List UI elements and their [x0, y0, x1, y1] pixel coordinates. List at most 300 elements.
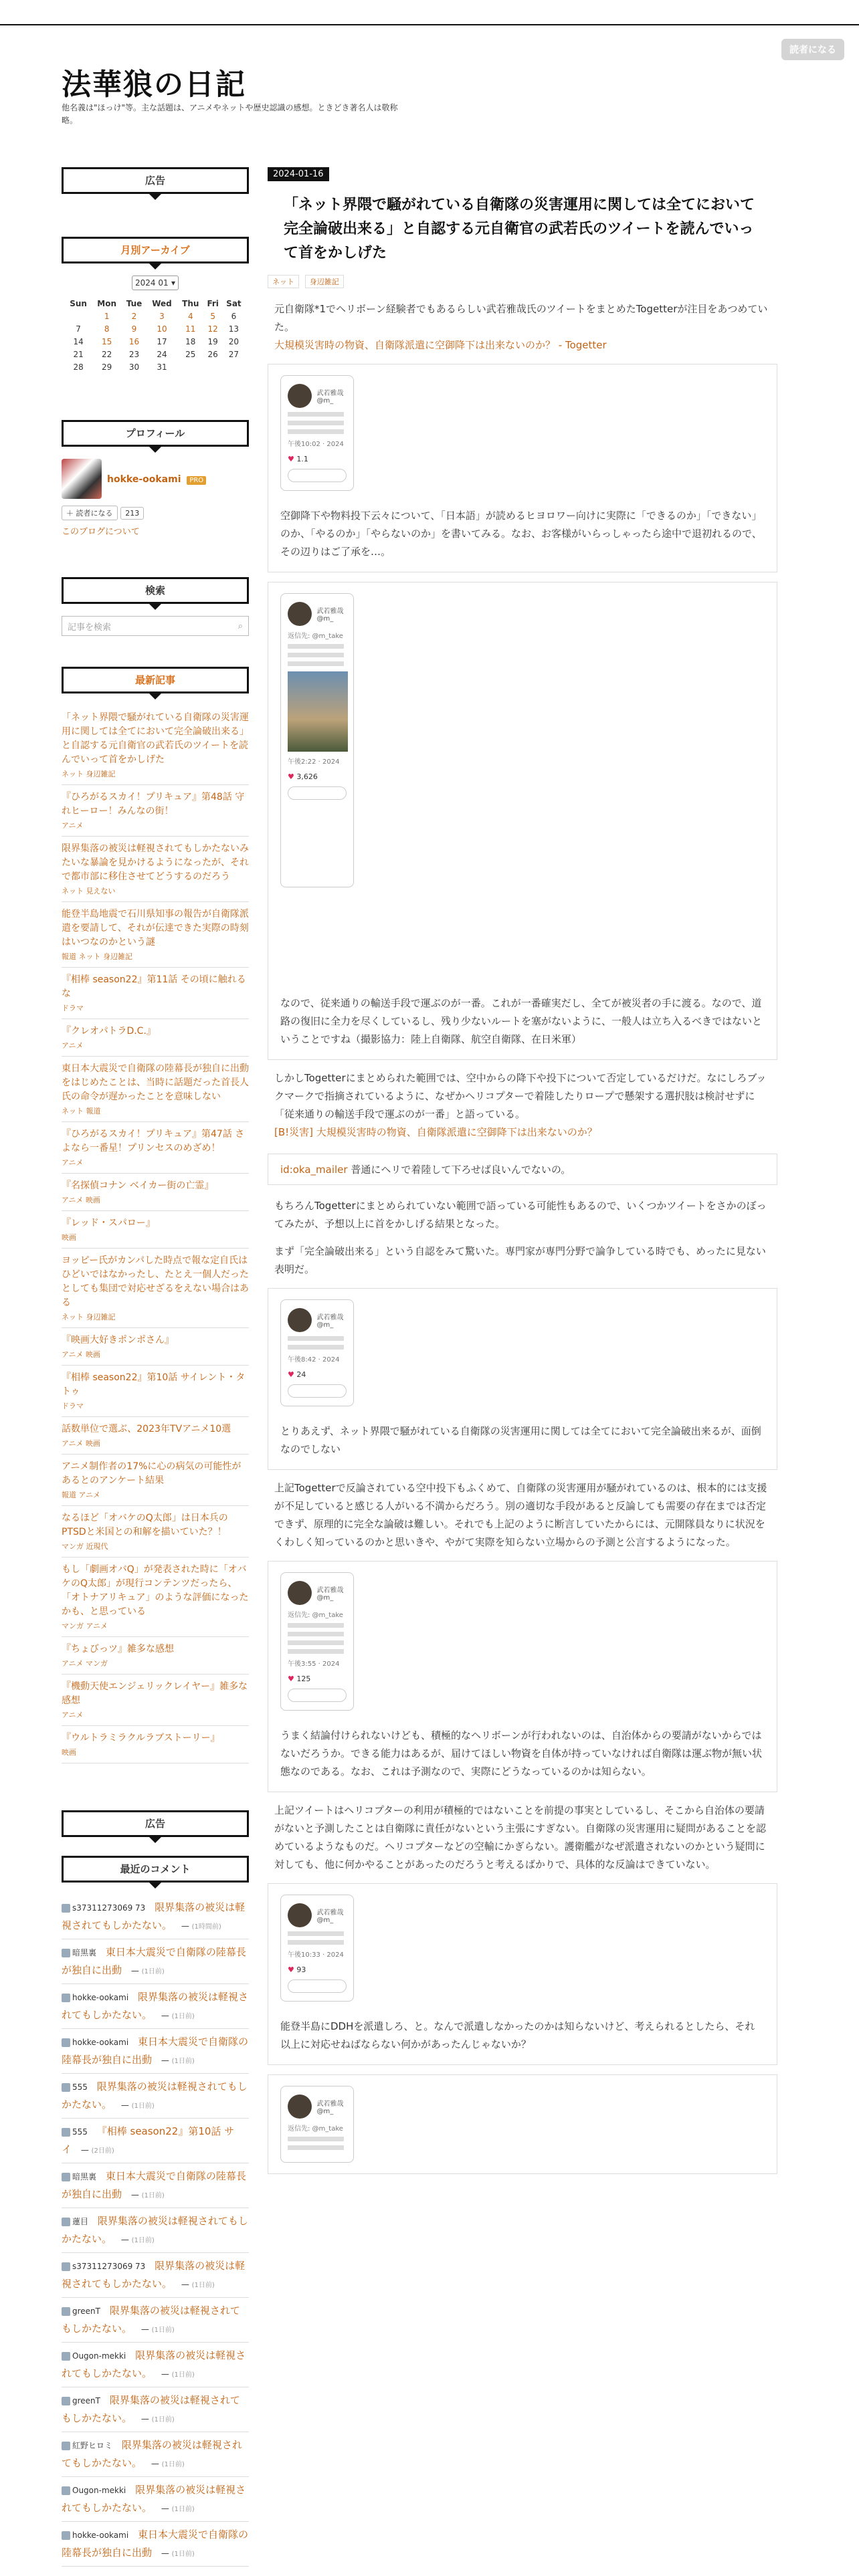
- about-link[interactable]: このブログについて: [62, 527, 140, 537]
- tweet-text-line: [288, 2145, 344, 2150]
- recent-article-item[interactable]: [62, 1328, 249, 1366]
- recent-article-title[interactable]: 『レッド・スパロー』: [62, 1218, 155, 1228]
- embedded-tweet[interactable]: [280, 2086, 354, 2163]
- user-icon: [62, 2083, 70, 2092]
- recent-article-item[interactable]: [62, 1417, 249, 1455]
- embedded-tweet-box: [268, 1561, 777, 1792]
- calendar-day: 21: [73, 349, 84, 359]
- comment-list: [62, 1895, 249, 2567]
- user-icon: [62, 2262, 70, 2271]
- comment-item[interactable]: 紅野ヒロミ 限界集落の被災は軽視されてもしかたない。 — (1日前): [62, 2432, 249, 2477]
- tweet-text-line: [288, 1931, 344, 1936]
- calendar: [65, 297, 246, 373]
- recent-article-categories[interactable]: 映画: [62, 1233, 76, 1242]
- user-icon: [62, 2397, 70, 2405]
- tweet-handle: @m_: [316, 1917, 334, 1924]
- recent-article-item[interactable]: [62, 1558, 249, 1637]
- calendar-weekday: Fri: [207, 298, 219, 308]
- tweet-handle: @m_: [316, 1594, 334, 1602]
- comment-item[interactable]: 暗黒裏 東日本大震災で自衛隊の陸幕長が独自に出動 — (1日前): [62, 2163, 249, 2208]
- recent-article-item[interactable]: [62, 1211, 249, 1249]
- tweet-text-line: [288, 1940, 344, 1945]
- calendar-day[interactable]: 1: [104, 311, 110, 321]
- comment-item[interactable]: 555 『相棒 season22』第10話 サイ — (2日前): [62, 2119, 249, 2163]
- comment-date: (1日前): [191, 2282, 215, 2289]
- paragraph: もちろんTogetterにまとめられていない範囲で語っている可能性もあるので、いくつかツイートをさかのぼってみたが、予想以上に首をかしげる結果となった。: [274, 1200, 767, 1230]
- tweet-likes: 1.1: [296, 455, 308, 463]
- calendar-day: 31: [157, 362, 167, 372]
- user-icon: [62, 2531, 70, 2540]
- tweet-body-5: 能登半島にDDHを派遣しろ、と。なんで派遣しなかったのかは知らないけど、考えられるとしたら、それ以上に対応せねばならない何かがあったんじゃないか？: [280, 2020, 755, 2050]
- comment-date: (1日前): [171, 2013, 195, 2020]
- tweet-avatar: [288, 1903, 312, 1927]
- recent-article-item[interactable]: [62, 1637, 249, 1675]
- recent-article-categories[interactable]: アニメ 映画: [62, 1350, 100, 1359]
- comment-user[interactable]: Ougon-mekki: [72, 2351, 126, 2361]
- embedded-tweet[interactable]: [280, 1895, 354, 2002]
- comment-item[interactable]: Ougon-mekki 限界集落の被災は軽視されてもしかたない。 — (1日前): [62, 2477, 249, 2522]
- calendar-weekday: Sun: [70, 298, 87, 308]
- tweet-likes: 93: [296, 1965, 306, 1974]
- comment-post-link[interactable]: 限界集落の被災は軽視されてもしかたない。: [62, 1991, 248, 2021]
- calendar-day[interactable]: 11: [185, 324, 196, 334]
- comment-item[interactable]: s37311273069 73 限界集落の被災は軽視されてもしかたない。 — (1日前): [62, 2253, 249, 2298]
- comment-date: (1日前): [171, 2506, 195, 2513]
- comment-user[interactable]: 暗黒裏: [72, 2172, 97, 2181]
- tweet-handle: @m_: [316, 1321, 334, 1329]
- calendar-day: 26: [207, 349, 218, 359]
- recent-article-title[interactable]: アニメ制作者の17%に心の病気の可能性があるとのアンケート結果: [62, 1461, 242, 1486]
- tweet-text-line: [288, 412, 344, 417]
- tweet-author: [317, 2098, 344, 2115]
- recent-article-categories[interactable]: ドラマ: [62, 1004, 84, 1012]
- tweet-author: [317, 1907, 344, 1924]
- tweet-likes: 3,626: [296, 772, 318, 781]
- recent-article-item[interactable]: [62, 1057, 249, 1122]
- user-icon: [62, 2218, 70, 2226]
- tweet-time: 午後10:02 · 2024: [288, 441, 344, 448]
- comment-post-link[interactable]: 限界集落の被災は軽視されてもしかたない。: [62, 2439, 242, 2469]
- recent-list: [62, 706, 249, 1763]
- calendar-day: 18: [185, 336, 196, 346]
- comment-post-link[interactable]: 東日本大震災で自衛隊の陸幕長が独自に出動: [62, 1946, 246, 1976]
- tweet-body-2: なので、従来通りの輸送手段で運ぶのが一番。これが一番確実だし、全てが被災者の手に渡る。なので、道路の復旧に全力を尽くしているし、残り少ないルートを塞がないように、一般人は立ち入るべきではないということですね（撮影協力：陸上自衛隊、航空自衛隊、在日米軍）: [280, 997, 763, 1045]
- recent-article-categories[interactable]: アニメ: [62, 821, 84, 830]
- comment-post-link[interactable]: 限界集落の被災は軽視されてもしかたない。: [62, 2215, 248, 2245]
- comment-date: (1日前): [151, 2416, 175, 2424]
- user-icon: [62, 1949, 70, 1957]
- tweet-reply-button[interactable]: [288, 1689, 347, 1702]
- comment-date: (2日前): [91, 2147, 114, 2155]
- recent-article-title[interactable]: 『ひろがるスカイ！プリキュア』第48話 守れヒーロー！みんなの街！: [62, 792, 245, 817]
- recent-article-item[interactable]: [62, 837, 249, 902]
- paragraph: しかしTogetterにまとめられた範囲では、空中からの降下や投下について否定しているだけだ。なにしろブックマークで指摘されているように、なぜかヘリコプターで着陸したりロープで懸架する選択肢は検討せずに「従来通りの輸送手段で運ぶのが一番」と語っている。: [274, 1072, 767, 1120]
- paragraph: 上記Togetterで反論されている空中投下もふくめて、自衛隊の災害運用が騒がれているのは、根本的には支援が不足していると感じる人がいる不満からだろう。別の適切な手段があると反論しても需要の存在までは否定できず、原理的に完全な論破は難しい。それでも上記のように断言していたからには、元開隊員なりに状況をくわしく知っているのかと思いきや、やがて実際を知らない立場からの予測と公言するようになった。: [274, 1482, 767, 1548]
- comment-item[interactable]: greenT 限界集落の被災は軽視されてもしかたない。 — (1日前): [62, 2298, 249, 2343]
- recent-article-categories[interactable]: 映画: [62, 1748, 76, 1757]
- calendar-day: 7: [76, 324, 81, 334]
- comment-user[interactable]: 暗黒裏: [72, 1948, 97, 1957]
- quote-text: 普通にヘリで着陸して下ろせば良いんでないの。: [351, 1164, 571, 1176]
- user-icon: [62, 1904, 70, 1913]
- recent-article-title[interactable]: 「ネット界隈で騒がれている自衛隊の災害運用に関しては全てにおいて完全論破出来る」と自認する元自衛官の武若氏のツイートを読んでいって首をかしげた: [62, 712, 249, 765]
- category-tag[interactable]: 身辺雑記: [305, 275, 344, 288]
- recent-article-categories[interactable]: ドラマ: [62, 1402, 84, 1410]
- recent-article-categories[interactable]: ネット 報道: [62, 1107, 101, 1115]
- comment-post-link[interactable]: 東日本大震災で自衛隊の陸幕長が独自に出動: [62, 2529, 248, 2559]
- comment-user[interactable]: s37311273069 73: [72, 2262, 146, 2271]
- tweet-text-line: [288, 1632, 344, 1636]
- recent-article-title[interactable]: なるほど「オバケのQ太郎」は日本兵のPTSDと米国との和解を描いていた？！: [62, 1513, 228, 1537]
- tweet-avatar: [288, 2095, 312, 2119]
- calendar-day: 30: [128, 362, 140, 372]
- calendar-day: 29: [102, 362, 112, 372]
- calendar-day: 19: [207, 336, 218, 346]
- calendar-day[interactable]: 9: [131, 324, 137, 334]
- tweet-author-name: 武若雅哉: [316, 608, 344, 615]
- tweet-author-name: 武若雅哉: [316, 2101, 344, 2108]
- recent-article-categories[interactable]: マンガ 近現代: [62, 1542, 108, 1551]
- calendar-day[interactable]: 4: [187, 311, 193, 321]
- comment-item[interactable]: hokke-ookami 限界集落の被災は軽視されてもしかたない。 — (1日前): [62, 1984, 249, 2029]
- reader-small-label: 読者になる: [76, 509, 113, 518]
- article-title[interactable]: 「ネット界隈で騒がれている自衛隊の災害運用に関しては全てにおいて完全論破出来る」と自認する元自衛官の武若氏のツイートを読んでいって首をかしげた: [284, 197, 755, 261]
- recent-article-item[interactable]: [62, 1506, 249, 1558]
- comment-user[interactable]: 紅野ヒロミ: [72, 2441, 113, 2450]
- tweet-time: 午後3:55 · 2024: [288, 1660, 340, 1668]
- tweet-reply-to: 返信先: @m_take: [288, 1612, 343, 1619]
- tweet-avatar: [288, 384, 312, 408]
- user-icon: [62, 2173, 70, 2181]
- embedded-tweet-box: [268, 1288, 777, 1470]
- calendar-day[interactable]: 12: [207, 324, 218, 334]
- recent-article-categories[interactable]: マンガ アニメ: [62, 1622, 108, 1630]
- recent-article-categories[interactable]: ネット 身辺雑記: [62, 1313, 116, 1321]
- follow-button[interactable]: 読者になる: [781, 39, 844, 60]
- heart-icon[interactable]: ♥: [288, 1370, 294, 1379]
- comment-user[interactable]: hokke-ookami: [72, 1993, 129, 2002]
- tweet-text-line: [288, 1336, 344, 1341]
- tweet-avatar: [288, 602, 312, 626]
- recent-article-title[interactable]: 限界集落の被災は軽視されてもしかたないみたいな暴論を見かけるようになったが、それで都市部に移住させてどうするのだろう: [62, 843, 249, 882]
- tweet-text-line: [288, 1345, 344, 1350]
- recent-article-item[interactable]: [62, 1726, 249, 1763]
- comment-post-link[interactable]: 限界集落の被災は軽視されてもしかたない。: [62, 2349, 246, 2379]
- tweet-text-line: [288, 661, 344, 666]
- tweet-reply-to: 返信先: @m_take: [288, 2125, 343, 2133]
- recent-article-item[interactable]: [62, 1675, 249, 1726]
- comment-post-link[interactable]: 限界集落の被災は軽視されてもしかたない。: [62, 2260, 246, 2290]
- tweet-time: 午後10:33 · 2024: [288, 1951, 344, 1959]
- calendar-day: [65, 310, 92, 322]
- paragraph: 上記ツイートはヘリコプターの利用が積極的ではないことを前提の事実としているし、そこから自治体の要請がないと予測したことは自衛隊に責任がないという主張にすぎない。自衛隊の災害運用に疑問があることを認めているようなものだ。ヘリコプターなどの空輸にかぎらない。護衛艦がなぜ派遣されないのかという疑問に対しても、他に何かやることがあったのだろうと考えるばかりで、具体的な反論はできていない。: [274, 1804, 767, 1870]
- avatar[interactable]: [62, 459, 102, 499]
- embedded-tweet[interactable]: [280, 1572, 354, 1711]
- heart-icon[interactable]: ♥: [288, 772, 294, 781]
- tweet-author-name: 武若雅哉: [316, 390, 344, 397]
- user-icon: [62, 2038, 70, 2047]
- tweet-body-1: 空御降下や物料投下云々について、「日本語」が読めるヒヨロワー向けに実際に「できるのか」「できない」のか、「やるのか」「やらないのか」を書いてみる。なお、お客様がいらっしゃったら途中で退初れるので、その辺りはご了承を…。: [280, 510, 762, 558]
- tweet-handle: @m_: [316, 397, 334, 405]
- tweet-text-line: [288, 653, 344, 657]
- category-tag[interactable]: ネット: [268, 275, 299, 288]
- calendar-day[interactable]: 16: [128, 336, 140, 346]
- comment-post-link[interactable]: 限界集落の被災は軽視されてもしかたない。: [62, 2394, 240, 2424]
- reader-count: 213: [120, 507, 144, 520]
- recent-article-categories[interactable]: アニメ 映画: [62, 1196, 100, 1204]
- comment-date: (1日前): [171, 2551, 195, 2558]
- calendar-day: 14: [73, 336, 84, 346]
- recent-article-item[interactable]: [62, 706, 249, 785]
- recent-article-item[interactable]: [62, 785, 249, 837]
- tweet-text-line: [288, 1640, 344, 1645]
- recent-article-title[interactable]: もし「劇画オバQ」が発表された時に「オバケのQ太郎」が現行コンテンツだったら、「オトナアリキュア」のような評価になったかも、と思っている: [62, 1564, 249, 1617]
- comment-date: (1日前): [151, 2327, 175, 2334]
- search-input[interactable]: [62, 616, 249, 636]
- calendar-weekday: Mon: [97, 298, 117, 308]
- calendar-day: 25: [185, 349, 196, 359]
- recent-article-title[interactable]: 『機動天使エンジェリックレイヤー』雑多な感想: [62, 1681, 248, 1706]
- recent-article-item[interactable]: [62, 1455, 249, 1506]
- tweet-reply-button[interactable]: [288, 469, 347, 482]
- tweet-time: 午後2:22 · 2024: [288, 758, 340, 766]
- calendar-day: 20: [228, 336, 240, 346]
- recent-article-categories[interactable]: アニメ 映画: [62, 1439, 100, 1448]
- embedded-tweet-box: [268, 582, 777, 1060]
- quote-user-link[interactable]: id:oka_mailer: [280, 1164, 348, 1176]
- search-heading: 検索: [62, 577, 249, 604]
- pro-badge: PRO: [187, 476, 206, 485]
- profile: [62, 459, 249, 499]
- user-icon: [62, 2128, 70, 2137]
- calendar-day: 17: [157, 336, 167, 346]
- calendar-day: 27: [228, 349, 240, 359]
- comment-date: (1日前): [141, 2192, 165, 2199]
- recent-article-item[interactable]: [62, 968, 249, 1019]
- tweet-time: 午後8:42 · 2024: [288, 1356, 340, 1364]
- comment-item[interactable]: hokke-ookami 東日本大震災で自衛隊の陸幕長が独自に出動 — (1日前): [62, 2522, 249, 2567]
- ad-heading: 広告: [62, 167, 249, 194]
- recent-article-title[interactable]: 『相棒 season22』第10話 サイレント・タトゥ: [62, 1372, 246, 1397]
- comment-post-link[interactable]: 東日本大震災で自衛隊の陸幕長が独自に出動: [62, 2170, 246, 2200]
- togetter-link[interactable]: 大規模災害時の物資、自衛隊派遣に空御降下は出来ないのか？ - Togetter: [274, 339, 607, 351]
- comment-item[interactable]: 蓮目 限界集落の被災は軽視されてもしかたない。 — (1日前): [62, 2208, 249, 2253]
- tweet-avatar: [288, 1308, 312, 1332]
- paragraph: まず「完全論破出来る」という自認をみて驚いた。専門家が専門分野で論争している時でも、めったに見ない表明だ。: [274, 1245, 766, 1275]
- tweet-text-line: [288, 421, 344, 425]
- comment-item[interactable]: s37311273069 73 限界集落の被災は軽視されてもしかたない。 — (1時間前): [62, 1895, 249, 1939]
- tweet-reply-button[interactable]: [288, 786, 347, 800]
- calendar-weekday: Sat: [226, 298, 242, 308]
- tweet-reply-button[interactable]: [288, 1384, 347, 1398]
- user-icon: [62, 2307, 70, 2316]
- recent-article-title[interactable]: ヨッピー氏がカンパした時点で報な定自氏はひどいではなかったし、たとえ一個人だったとしても集団で対応せざるをえない場合はある: [62, 1255, 249, 1308]
- user-icon: [62, 2486, 70, 2495]
- archive-select-value: 2024 01: [135, 278, 169, 288]
- comment-user[interactable]: greenT: [72, 2306, 100, 2316]
- tweet-author-name: 武若雅哉: [316, 1314, 344, 1321]
- calendar-day: 22: [102, 349, 112, 359]
- calendar-day[interactable]: 10: [157, 324, 167, 334]
- calendar-day: 6: [231, 311, 237, 321]
- user-icon: [62, 2352, 70, 2361]
- comment-user[interactable]: greenT: [72, 2396, 100, 2405]
- comment-item[interactable]: greenT 限界集落の被災は軽視されてもしかたない。 — (1日前): [62, 2387, 249, 2432]
- comment-user[interactable]: 555: [72, 2082, 88, 2092]
- tweet-author: [317, 1584, 344, 1602]
- tweet-text-line: [288, 1649, 344, 1654]
- article: [268, 167, 777, 2183]
- comment-post-link[interactable]: 『相棒 season22』第10話 サイ: [62, 2125, 235, 2155]
- tweet-author-name: 武若雅哉: [316, 1587, 344, 1594]
- recent-article-item[interactable]: [62, 1174, 249, 1211]
- heart-icon[interactable]: ♥: [288, 1675, 294, 1683]
- tweet-avatar: [288, 1581, 312, 1605]
- search-icon[interactable]: ⌕: [237, 621, 243, 631]
- tweet-likes: 24: [296, 1370, 306, 1379]
- tweet-text-line: [288, 644, 344, 649]
- comment-user[interactable]: 蓮目: [72, 2217, 89, 2226]
- calendar-day: [177, 360, 203, 373]
- recent-article-title[interactable]: 話数単位で選ぶ、2023年TVアニメ10選: [62, 1424, 231, 1434]
- calendar-day[interactable]: 3: [159, 311, 165, 321]
- recent-article-title[interactable]: 『ひろがるスカイ！プリキュア』第47話 さよなら一番星！プリンセスのめざめ！: [62, 1129, 245, 1154]
- recent-article-categories[interactable]: ネット 見えない: [62, 887, 116, 895]
- recent-article-categories[interactable]: アニメ: [62, 1041, 84, 1050]
- comment-user[interactable]: Ougon-mekki: [72, 2486, 126, 2495]
- comment-date: (1日前): [131, 2103, 155, 2110]
- recent-article-title[interactable]: 東日本大震災で自衛隊の陸幕長が独自に出動をはじめたことは、当時に話題だった首長人氏の命令が遅かったことを意味しない: [62, 1063, 249, 1102]
- comment-date: (1日前): [131, 2237, 155, 2244]
- recent-article-title[interactable]: 『ちょびっツ』雑多な感想: [62, 1644, 174, 1654]
- comment-post-link[interactable]: 限界集落の被災は軽視されてもしかたない。: [62, 1901, 246, 1931]
- embedded-tweet-box: [268, 364, 777, 572]
- comment-item[interactable]: hokke-ookami 東日本大震災で自衛隊の陸幕長が独自に出動 — (1日前): [62, 2029, 249, 2074]
- comment-post-link[interactable]: 限界集落の被災は軽視されてもしかたない。: [62, 2080, 248, 2111]
- recent-article-title[interactable]: 能登半島地震で石川県知事の報告が自衛隊派遣を要請して、それが伝達できた実際の時刻はいつなのかという謎: [62, 909, 249, 948]
- comment-post-link[interactable]: 東日本大震災で自衛隊の陸幕長が独自に出動: [62, 2036, 248, 2066]
- recent-article-title[interactable]: 『ウルトラミラクルラブストーリー』: [62, 1733, 220, 1743]
- recent-article-item[interactable]: [62, 1122, 249, 1174]
- recent-article-title[interactable]: 『名探偵コナン ベイカー街の亡霊』: [62, 1180, 214, 1191]
- calendar-day: 28: [73, 362, 84, 372]
- calendar-day[interactable]: 2: [131, 311, 137, 321]
- sidebar: [62, 167, 249, 2567]
- comment-date: (1日前): [161, 2461, 185, 2468]
- tweet-photo[interactable]: [288, 671, 348, 752]
- tweet-handle: @m_: [316, 615, 334, 623]
- calendar-day: 24: [157, 349, 167, 359]
- tweet-likes: 125: [296, 1675, 311, 1683]
- tweet-text-line: [288, 2137, 344, 2141]
- calendar-day: [204, 360, 222, 373]
- article-date[interactable]: 2024-01-16: [268, 167, 329, 181]
- comments-heading: 最近のコメント: [62, 1856, 249, 1883]
- tweet-author: [317, 1311, 344, 1329]
- profile-heading: プロフィール: [62, 420, 249, 447]
- calendar-weekday: Tue: [126, 298, 142, 308]
- calendar-day[interactable]: 15: [102, 336, 112, 346]
- comment-user[interactable]: hokke-ookami: [72, 2038, 129, 2047]
- user-icon: [62, 1994, 70, 2002]
- comment-user[interactable]: hokke-ookami: [72, 2531, 129, 2540]
- comment-post-link[interactable]: 限界集落の被災は軽視されてもしかたない。: [62, 2484, 246, 2514]
- tweet-text-line: [288, 429, 344, 434]
- recent-article-categories[interactable]: 報道 ネット 身辺雑記: [62, 952, 132, 961]
- recent-article-item[interactable]: [62, 1019, 249, 1057]
- recent-article-item[interactable]: [62, 902, 249, 968]
- profile-name[interactable]: hokke-ookami: [107, 474, 181, 485]
- embedded-tweet-box: [268, 2074, 777, 2174]
- recent-article-categories[interactable]: アニメ: [62, 1158, 84, 1167]
- embedded-tweet[interactable]: [280, 593, 354, 887]
- recent-article-categories[interactable]: アニメ: [62, 1711, 84, 1719]
- archive-heading: 月別アーカイブ: [62, 237, 249, 263]
- recent-article-item[interactable]: [62, 1366, 249, 1417]
- comment-item[interactable]: 555 限界集落の被災は軽視されてもしかたない。 — (1日前): [62, 2074, 249, 2119]
- calendar-weekday: Thu: [182, 298, 199, 308]
- recent-article-categories[interactable]: 報道 アニメ: [62, 1491, 100, 1499]
- comment-item[interactable]: Ougon-mekki 限界集落の被災は軽視されてもしかたない。 — (1日前): [62, 2343, 249, 2387]
- comment-user[interactable]: 555: [72, 2127, 88, 2137]
- search-placeholder: 記事を検索: [68, 622, 112, 633]
- tweet-body-3: とりあえず、ネット界隈で騒がれている自衛隊の災害運用に関しては全てにおいて完全論破出来るが、面倒なのでしない: [280, 1425, 761, 1455]
- intro-paragraph: 元自衛隊*1でヘリボーン経験者でもあるらしい武若雅哉氏のツイートをまとめたTogetterが注目をあつめていた。: [274, 303, 768, 333]
- recent-article-title[interactable]: 『クレオパトラD.C.』: [62, 1026, 156, 1037]
- calendar-weekday: Wed: [152, 298, 172, 308]
- comment-item[interactable]: 暗黒裏 東日本大震災で自衛隊の陸幕長が独自に出動 — (1日前): [62, 1939, 249, 1984]
- bookmark-link[interactable]: [B!災害] 大規模災害時の物資、自衛隊派遣に空御降下は出来ないのか？: [274, 1126, 597, 1138]
- tweet-author: [317, 387, 344, 405]
- ad-heading-2: 広告: [62, 1810, 249, 1837]
- comment-date: (1日前): [171, 2371, 195, 2379]
- article-categories: [268, 275, 777, 288]
- calendar-day: 13: [228, 324, 240, 334]
- comment-date: (1時間前): [191, 1923, 221, 1931]
- recent-article-title[interactable]: 『映画大好きポンポさん』: [62, 1335, 174, 1346]
- recent-article-item[interactable]: [62, 1249, 249, 1328]
- embedded-tweet[interactable]: [280, 1299, 354, 1406]
- recent-article-title[interactable]: 『相棒 season22』第11話 その頃に触れるな: [62, 974, 246, 999]
- archive-select[interactable]: [132, 276, 179, 290]
- recent-article-categories[interactable]: アニメ マンガ: [62, 1659, 108, 1668]
- calendar-day: 23: [128, 349, 140, 359]
- calendar-day[interactable]: 8: [104, 324, 110, 334]
- reader-small-button[interactable]: ＋ 読者になる: [62, 506, 118, 520]
- chevron-down-icon: ▾: [171, 278, 175, 288]
- calendar-day: [222, 360, 246, 373]
- embedded-tweet[interactable]: [280, 375, 354, 491]
- heart-icon[interactable]: ♥: [288, 1965, 294, 1974]
- blog-description: 他名義は"ほっけ"等。主な話題は、アニメやネットや歴史認識の感想。ときどき著名人は敬称略。: [62, 103, 398, 125]
- blog-title[interactable]: 法華狼の日記: [62, 68, 246, 102]
- embedded-tweet-box: [268, 1883, 777, 2065]
- tweet-handle: @m_: [316, 2108, 334, 2115]
- heart-icon[interactable]: ♥: [288, 455, 294, 463]
- top-bar: [0, 0, 859, 25]
- recent-article-categories[interactable]: ネット 身辺雑記: [62, 770, 116, 778]
- calendar-day[interactable]: 5: [210, 311, 215, 321]
- tweet-reply-button[interactable]: [288, 1979, 347, 1993]
- tweet-author-name: 武若雅哉: [316, 1909, 344, 1917]
- comment-date: (1日前): [141, 1968, 165, 1975]
- comment-user[interactable]: s37311273069 73: [72, 1903, 146, 1913]
- comment-date: (1日前): [171, 2058, 195, 2065]
- comment-post-link[interactable]: 限界集落の被災は軽視されてもしかたない。: [62, 2304, 240, 2335]
- tweet-author: [317, 605, 344, 623]
- user-icon: [62, 2442, 70, 2450]
- bookmark-quote: [268, 1154, 777, 1185]
